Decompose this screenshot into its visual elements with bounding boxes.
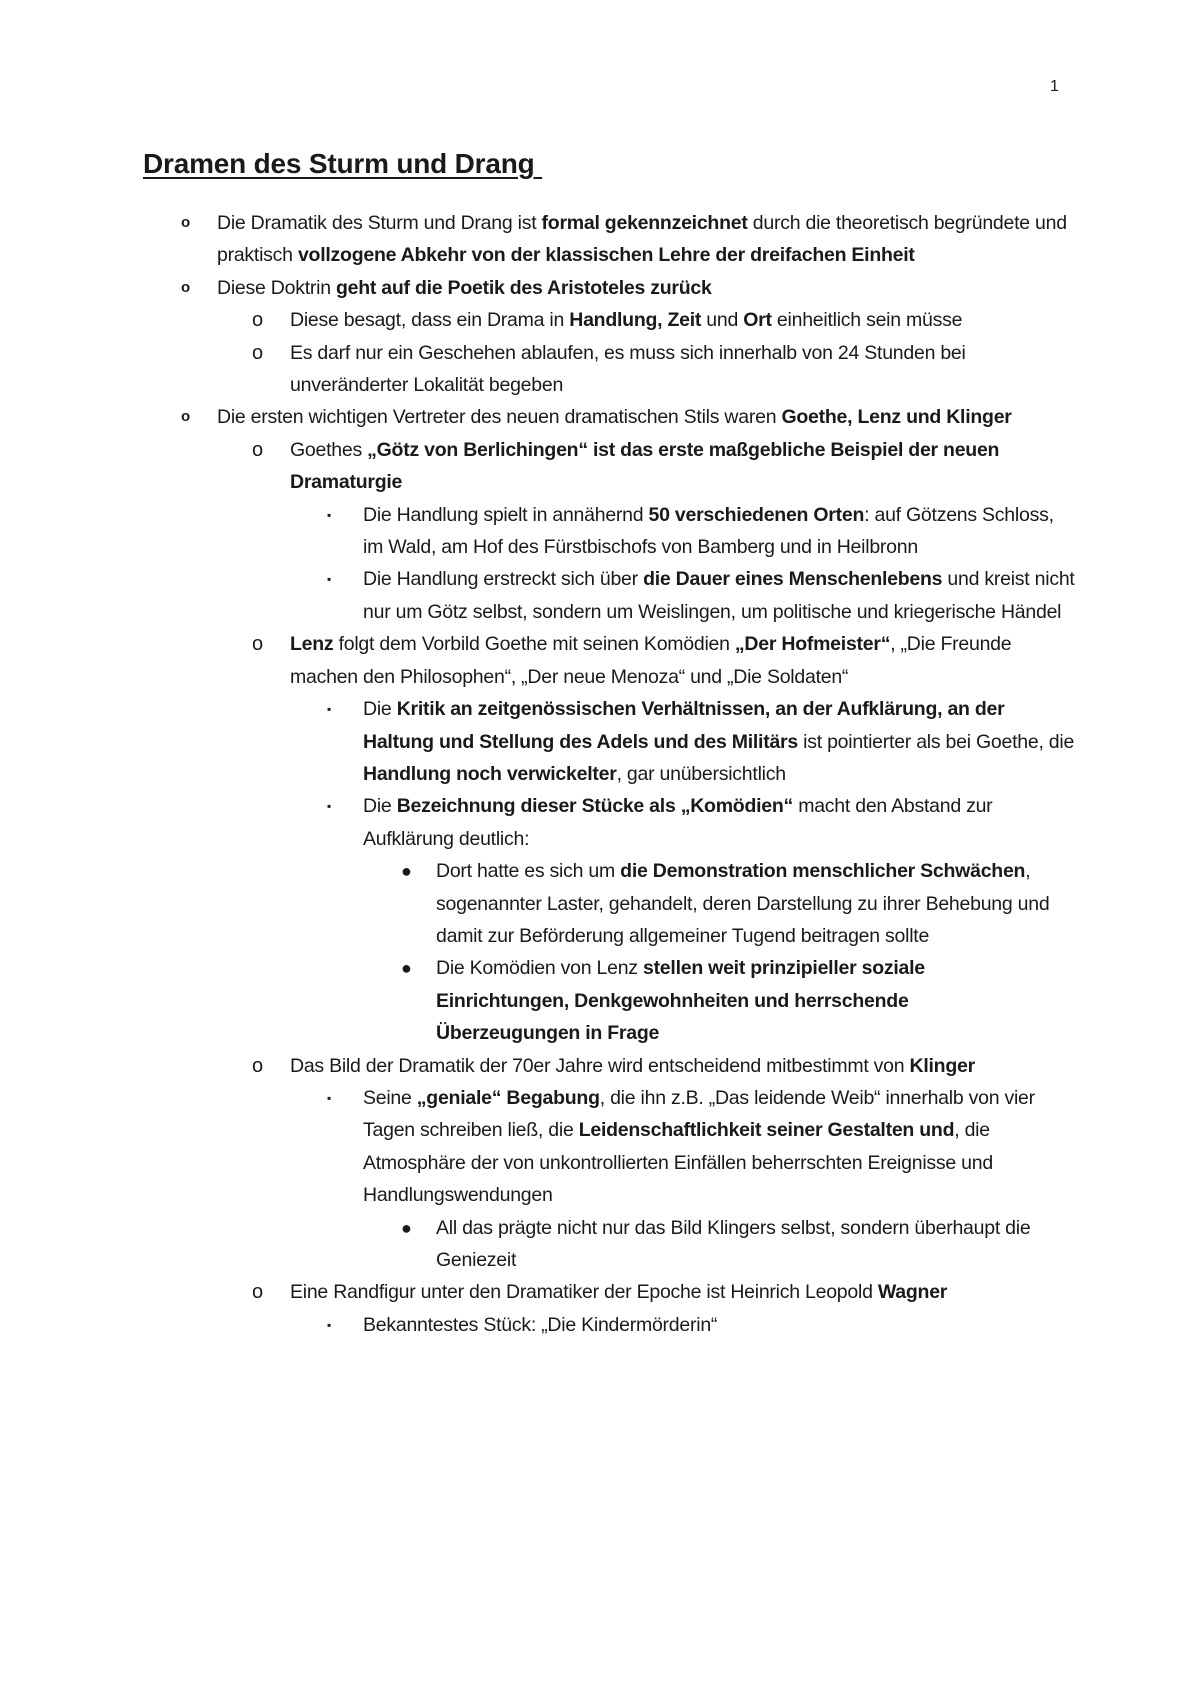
- outline-item-formal-abkehr: [0, 207, 1077, 272]
- circle-bullet-icon: o: [252, 633, 263, 656]
- square-bullet-icon: ▪: [327, 1090, 332, 1105]
- bold-text: „geniale“ Begabung: [416, 1086, 600, 1109]
- text: Die Komödien von Lenz: [436, 957, 643, 980]
- text: , „Die Freunde machen den Philosophen“, „Der neue Menoza“ und „Die Soldaten“: [290, 633, 1012, 688]
- bold-text: Lenz: [290, 633, 334, 656]
- outline-list: [0, 207, 1200, 1341]
- text: Die Handlung spielt in annähernd: [363, 503, 649, 526]
- outline-item-50-orte: [0, 499, 1075, 564]
- dot-bullet-icon: ●: [401, 861, 412, 882]
- text: Seine: [363, 1086, 417, 1109]
- text: einheitlich sein müsse: [771, 309, 963, 332]
- circle-bullet-icon: o: [252, 309, 263, 332]
- outline-item-geniezeit: [0, 1212, 1056, 1277]
- circle-bullet-icon: o: [252, 438, 263, 461]
- bold-text: stellen weit prinzipieller soziale Einrichtungen, Denkgewohnheiten und herrschende Überzeugungen in Frage: [436, 957, 925, 1045]
- hollow-bullet-icon: o: [181, 214, 190, 231]
- bold-text: Ort: [743, 309, 772, 332]
- text: , gar unübersichtlich: [616, 762, 786, 785]
- bold-text: die Dauer eines Menschenlebens: [643, 568, 943, 591]
- text: Diese besagt, dass ein Drama in: [290, 309, 570, 332]
- outline-item-klinger: [0, 1050, 1075, 1082]
- bold-text: 50 verschiedenen Orten: [648, 503, 865, 526]
- circle-bullet-icon: o: [252, 1281, 263, 1304]
- outline-item-erste-vertreter: [0, 401, 1077, 433]
- text: Die Handlung erstreckt sich über: [363, 568, 644, 591]
- outline-item-demonstration: [0, 855, 1056, 952]
- text: durch die theoretisch begründete und praktisch: [217, 212, 1067, 267]
- circle-bullet-icon: o: [252, 341, 263, 364]
- outline-item-lenz: [0, 628, 1075, 693]
- text: Bekanntestes Stück: „Die Kindermörderin“: [363, 1313, 718, 1336]
- bold-text: die Demonstration menschlicher Schwächen: [620, 860, 1026, 883]
- text: Goethes: [290, 438, 368, 461]
- text: Die: [363, 795, 397, 818]
- circle-bullet-icon: o: [252, 1054, 263, 1077]
- hollow-bullet-icon: o: [181, 278, 190, 296]
- text: und kreist nicht nur um Götz selbst, sondern um Weislingen, um politische und kriegerische Händel: [363, 568, 1075, 623]
- text: und: [701, 309, 744, 332]
- text: Die Dramatik des Sturm und Drang ist: [217, 212, 542, 234]
- document-title: Dramen des Sturm und Drang: [143, 148, 543, 179]
- outline-item-geniale-begabung: [0, 1082, 1075, 1212]
- text: Das Bild der Dramatik der 70er Jahre wird entscheidend mitbestimmt von: [290, 1054, 910, 1077]
- outline-item-wagner: [0, 1276, 1075, 1308]
- bold-text: Goethe, Lenz und Klinger: [781, 406, 1012, 429]
- text: Es darf nur ein Geschehen ablaufen, es muss sich innerhalb von 24 Stunden bei unveränderter Lokalität begeben: [290, 341, 966, 397]
- bold-text: Handlung, Zeit: [569, 309, 702, 332]
- bold-text: Handlung noch verwickelter: [363, 762, 617, 785]
- dot-bullet-icon: ●: [401, 958, 412, 979]
- outline-item-kritik: [0, 693, 1075, 790]
- bold-text: Klinger: [909, 1054, 975, 1077]
- dot-bullet-icon: ●: [401, 1217, 412, 1238]
- text: , die Atmosphäre der von unkontrollierten Einfällen beherrschten Ereignisse und Handlungswendungen: [363, 1119, 993, 1207]
- square-bullet-icon: ▪: [327, 702, 332, 717]
- bold-text: vollzogene Abkehr von der klassischen Lehre der dreifachen Einheit: [297, 244, 915, 267]
- text: , die ihn z.B. „Das leidende Weib“ innerhalb von vier Tagen schreiben ließ, die: [363, 1086, 1035, 1142]
- outline-item-24-stunden: [0, 337, 1075, 402]
- outline-item-doktrin: [0, 272, 1077, 304]
- text: folgt dem Vorbild Goethe mit seinen Komödien: [333, 633, 735, 656]
- outline-item-kindermoerderin: [0, 1309, 1075, 1341]
- text: , sogenannter Laster, gehandelt, deren Darstellung zu ihrer Behebung und damit zur Beförderung allgemeiner Tugend beitragen sollte: [436, 860, 1050, 947]
- bold-text: geht auf die Poetik des Aristoteles zurück: [335, 276, 712, 299]
- square-bullet-icon: ▪: [327, 507, 332, 522]
- text: Eine Randfigur unter den Dramatiker der Epoche ist Heinrich Leopold: [290, 1281, 878, 1304]
- hollow-bullet-icon: o: [181, 408, 190, 426]
- text: Diese Doktrin: [217, 276, 336, 299]
- bold-text: Wagner: [877, 1281, 948, 1304]
- text: macht den Abstand zur Aufklärung deutlich:: [363, 795, 993, 850]
- bold-text: „Der Hofmeister“: [734, 633, 891, 656]
- page-number: 1: [1050, 78, 1059, 95]
- bold-text: formal gekennzeichnet: [541, 212, 748, 234]
- text: Dort hatte es sich um: [436, 860, 621, 883]
- bold-text: „Götz von Berlichingen“ ist das erste maßgebliche Beispiel der neuen Dramaturgie: [290, 438, 1000, 494]
- outline-item-lenz-komoedien: [0, 952, 1056, 1049]
- text: : auf Götzens Schloss, im Wald, am Hof des Fürstbischofs von Bamberg und in Heilbronn: [363, 503, 1054, 559]
- outline-item-goetz: [0, 434, 1075, 499]
- bold-text: Leidenschaftlichkeit seiner Gestalten und: [578, 1119, 955, 1142]
- text: ist pointierter als bei Goethe, die: [797, 730, 1075, 753]
- bold-text: Bezeichnung dieser Stücke als „Komödien“: [396, 795, 794, 818]
- text: All das prägte nicht nur das Bild Klingers selbst, sondern überhaupt die Geniezeit: [436, 1216, 1031, 1271]
- square-bullet-icon: ▪: [327, 799, 332, 814]
- outline-item-handlung-zeit-ort: [0, 304, 1075, 336]
- bold-text: Kritik an zeitgenössischen Verhältnissen, an der Aufklärung, an der Haltung und Stellung des Adels und des Militärs: [363, 698, 1005, 753]
- square-bullet-icon: ▪: [327, 1317, 332, 1332]
- square-bullet-icon: ▪: [327, 572, 332, 587]
- outline-item-komoedien-bezeichnung: [0, 790, 1075, 855]
- text: Die: [363, 698, 397, 721]
- text: Die ersten wichtigen Vertreter des neuen dramatischen Stils waren: [217, 406, 782, 429]
- outline-item-menschenleben: [0, 563, 1075, 628]
